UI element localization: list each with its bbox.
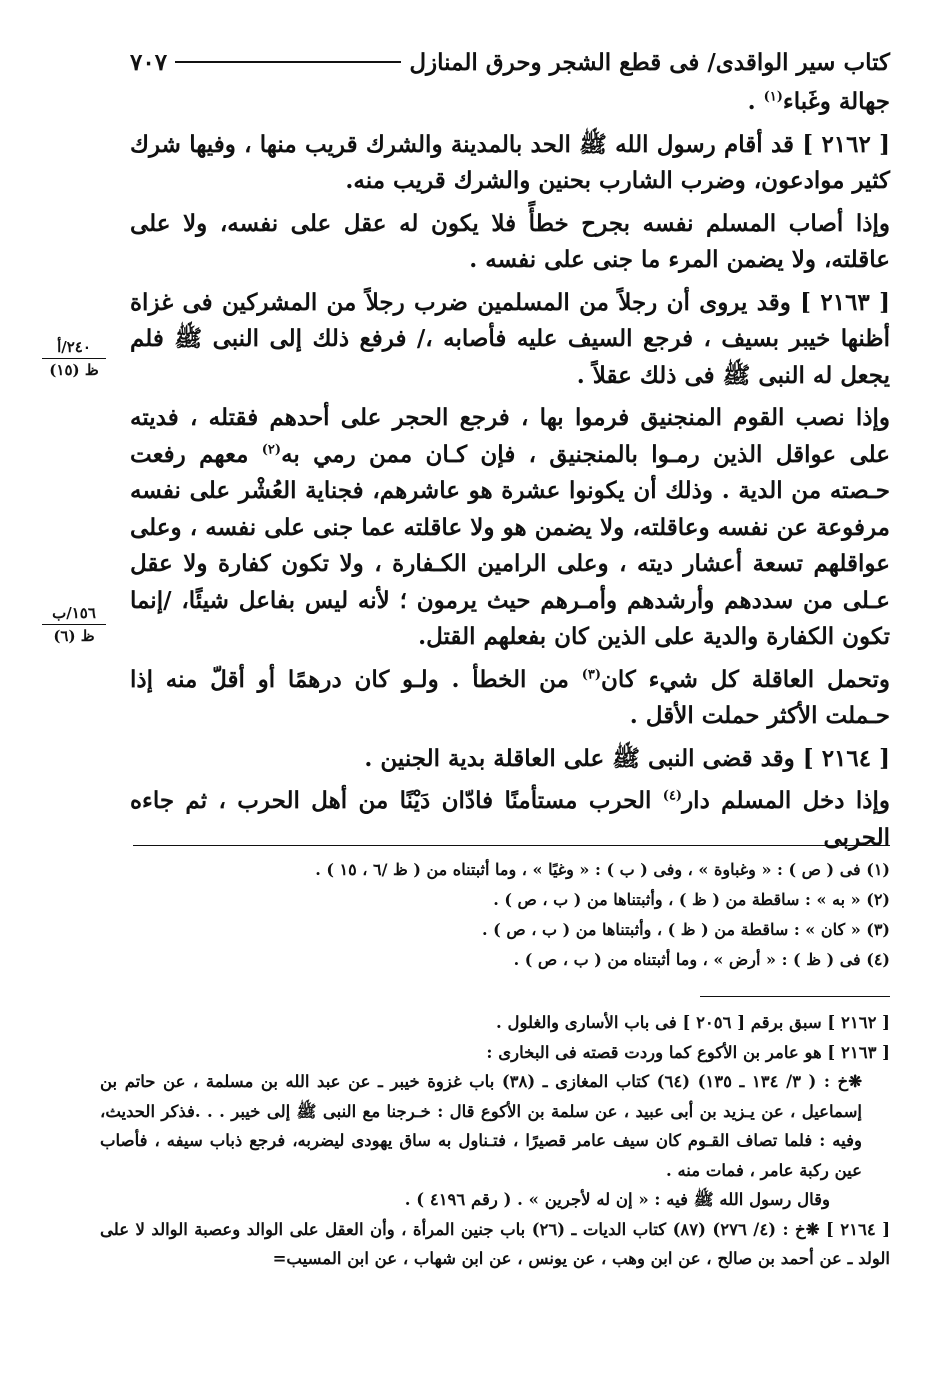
footnote: (٣) « كان » : ساقطة من ( ظ ) ، وأثبتناها من ( ب ، ص ) .: [482, 920, 890, 939]
footnote-ref: (٢): [261, 441, 282, 457]
footnote: (٤) فى ( ظ ) : « أرض » ، وما أثبتناه من ( ب ، ص ) .: [513, 950, 890, 969]
reference: [ ٢١٦٤ ] ❋خ : (٤/ ٢٧٦) (٨٧) كتاب الديات ـ (٢٦) باب جنين المرأة ، وأن العقل على الوالد وعصبة الوالد لا على الولد ـ عن أحمد بن صالح ، عن ابن وهب ، عن يونس ، عن ابن شهاب ، عن ابن المسيب=: [100, 1219, 890, 1268]
header-title: كتاب سير الواقدى/ فى قطع الشجر وحرق المنازل: [409, 48, 890, 76]
hadith-references: [100, 1008, 890, 1274]
paragraph: وإذا نصب القوم المنجنيق فرموا بها ، فرجع الحجر على أحدهم فقتله ، فديته على عواقل الذين رمـوا بالمنجنيق ، فإن كـان ممن رمي به$^{(٢)}$ معهم رفعت حـصته من الدية . وذلك أن يكونوا عشرة هو عاشرهم، فجناية العُشْر على نفسه مرفوعة عن نفسه وعاقلته، ولا يضمن هو ولا عاقلته عما جنى على نفسه ، وعلى عواقلهم تسعة أعشار ديته ، وعلى الرامين الكـفارة ، ولا تكون كفارة ولا عقل عـلى من سددهم وأرشدهم وأمـرهم حيث يرمون ؛ لأنه ليس بفاعل شيئًا، /إنما تكون الكفارة والدية على الذين كان بفعلهم القتل.: [130, 404, 890, 650]
footnote: (٢) « به » : ساقطة من ( ظ ) ، وأثبتناها من ( ب ، ص ) .: [493, 890, 890, 909]
footnotes: [140, 855, 890, 975]
paragraph: [ ٢١٦٣ ] وقد يروى أن رجلاً من المسلمين ضرب رجلاً من المشركين فى غزاة أظنها خيبر بسيف ، فرجع السيف عليه فأصابه ،/ فرفع ذلك إلى النبى ﷺ فلم يجعل له النبى ﷺ فى ذلك عقلاً .: [130, 288, 890, 389]
references-separator: [700, 996, 890, 997]
paragraph: وإذا أصاب المسلم نفسه بجرح خطأً فلا يكون له عقل على نفسه، ولا على عاقلته، ولا يضمن المرء ما جنى على نفسه .: [130, 209, 890, 273]
manuscript-folio-note: ٢٤٠/أ ظ (١٥): [42, 336, 106, 381]
page-number: ٧٠٧: [130, 48, 168, 76]
reference: [ ٢١٦٢ ] سبق برقم [ ٢٠٥٦ ] فى باب الأسارى والغلول .: [496, 1013, 890, 1032]
main-text: [130, 84, 890, 860]
paragraph: [ ٢١٦٤ ] وقد قضى النبى ﷺ على العاقلة بدية الجنين .: [364, 744, 890, 772]
paragraph: وإذا دخل المسلم دار$^{(٤)}$ الحرب مستأمنًا فادّان دَيْنًا من أهل الحرب ، ثم جاءه الحربى: [130, 787, 890, 851]
reference: [ ٢١٦٣ ] هو عامر بن الأكوع كما وردت قصته فى البخارى :: [486, 1042, 890, 1062]
manuscript-folio-note: ١٥٦/ب ظ (٦): [42, 602, 106, 647]
reference: وقال رسول الله ﷺ فيه : « إن له لأجرين » . ( رقم ٤١٩٦ ) .: [404, 1190, 830, 1209]
footnote-ref: (١): [763, 89, 783, 105]
footnote: (١) فى ( ص ) : « وغباوة » ، وفى ( ب ) : « وغيًا » ، وما أثبتناه من ( ظ /٦ ، ١٥ ) .: [315, 860, 890, 879]
paragraph: جهالة وغَباء$^{(١)}$ .: [747, 88, 890, 115]
footnote-ref: (٤): [662, 788, 683, 804]
footnote-separator: [133, 845, 890, 846]
reference: ❋خ : ( ٣/ ١٣٤ ـ ١٣٥) (٦٤) كتاب المغازى ـ (٣٨) باب غزوة خيبر ـ عن عبد الله بن مسلمة ، عن حاتم بن إسماعيل ، عن يـزيد بن أبى عبيد ، عن سلمة بن الأكوع قال : خـرجنا مع النبى ﷺ إلى خيبر . . .فذكر الحديث، وفيه : فلما تصاف القـوم كان سيف عامر قصيرًا ، فتـناول به ساق يهودى ليضربه، فرجع ذباب سيفه ، فأصاب عين ركبة عامر ، فمات منه .: [100, 1072, 863, 1180]
header-rule: [175, 61, 401, 63]
footnote-ref: (٣): [581, 666, 602, 682]
running-header: [130, 42, 890, 82]
paragraph: [ ٢١٦٢ ] قد أقام رسول الله ﷺ الحد بالمدينة والشرك قريب منها ، وفيها شرك كثير موادعون، وضرب الشارب بحنين والشرك قريب منه.: [130, 130, 891, 194]
paragraph: وتحمل العاقلة كل شيء كان$^{(٣)}$ من الخطأ . ولـو كان درهمًا أو أقلّ منه إذا حـملت الأكثر حملت الأقل .: [130, 665, 891, 729]
